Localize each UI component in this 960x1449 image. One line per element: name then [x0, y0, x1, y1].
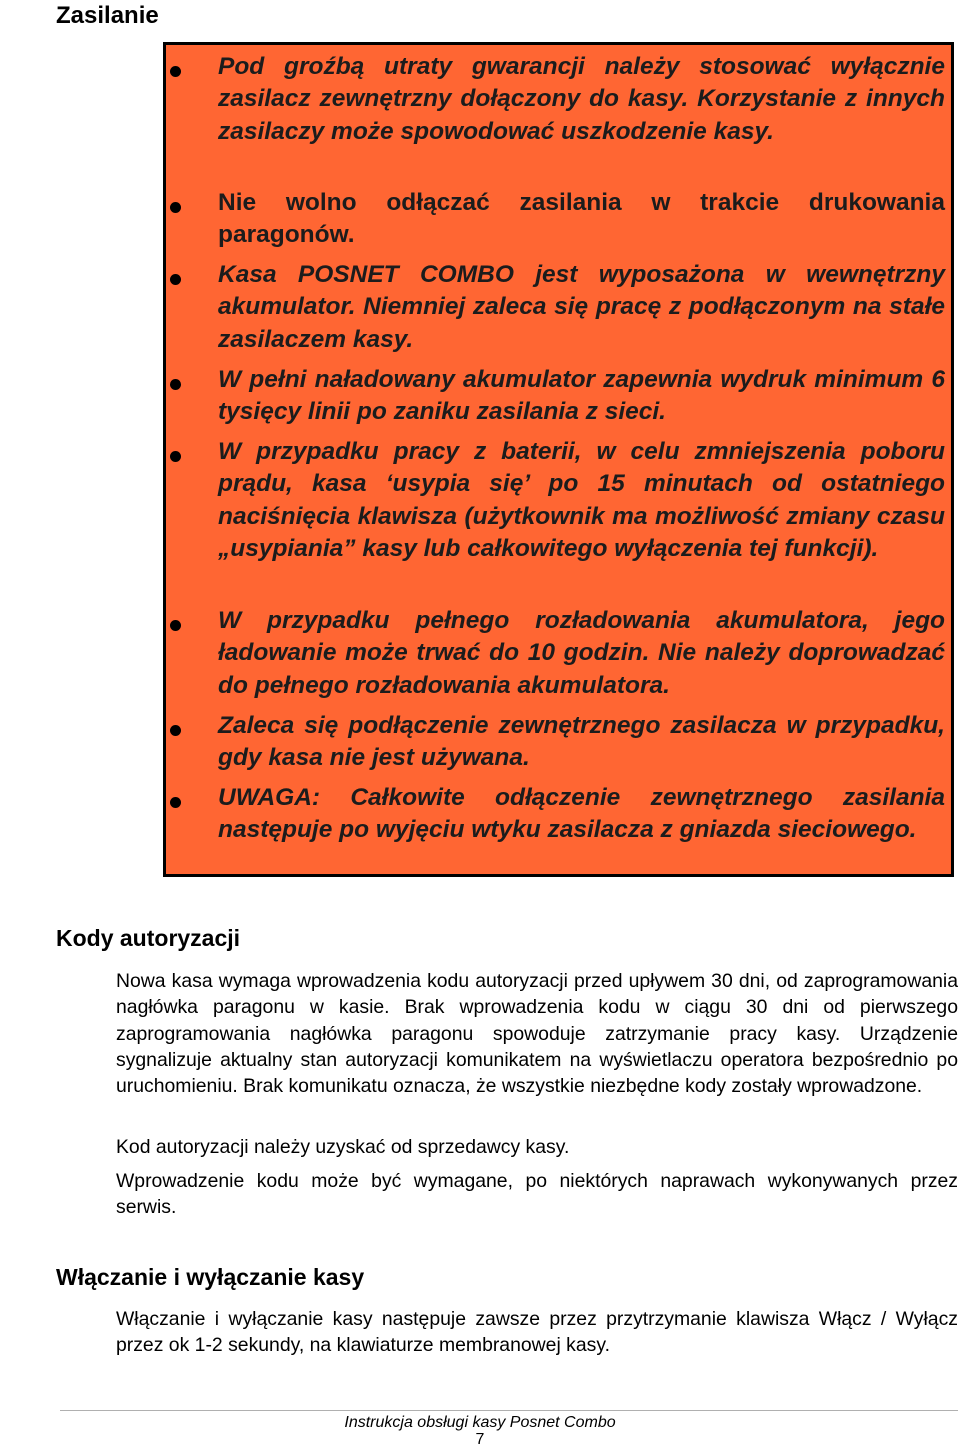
- warning-text-italic: UWAGA: Całkowite odłączenie zewnętrznego zasilania następuje po wyjęciu wtyku zasilacza z gniazda sieciowego.: [218, 784, 945, 844]
- section-heading-power: Zasilanie: [56, 2, 159, 29]
- section-heading-power-switch: Włączanie i wyłączanie kasy: [56, 1264, 365, 1290]
- power-switch-paragraph: Włączanie i wyłączanie kasy następuje zawsze przez przytrzymanie klawisza Włącz / Wyłącz przez ok 1-2 sekundy, na klawiaturze membranowej kasy.: [116, 1308, 958, 1357]
- bullet-icon: [170, 202, 181, 213]
- bullet-icon: [170, 725, 181, 736]
- warning-text: [218, 259, 945, 356]
- warning-text-italic: W pełni naładowany akumulator zapewnia wydruk minimum 6 tysięcy linii po zaniku zasilania z sieci.: [218, 366, 945, 426]
- warning-text-normal: Nie wolno odłączać zasilania w trakcie drukowania paragonów.: [218, 189, 945, 249]
- bullet-icon: [170, 274, 181, 285]
- warning-text: [218, 51, 945, 148]
- warning-text-italic: Pod groźbą utraty gwarancji należy stosować wyłącznie zasilacz zewnętrzny dołączony do kasy. Korzystanie z innych zasilaczy może spowodować uszkodzenie kasy.: [218, 53, 945, 145]
- warning-text: [218, 187, 945, 252]
- warning-text: [218, 605, 945, 702]
- bullet-icon: [170, 66, 181, 77]
- section-heading-auth-codes: Kody autoryzacji: [56, 925, 241, 951]
- warning-text-italic: Kasa POSNET COMBO jest wyposażona w wewnętrzny akumulator. Niemniej zaleca się pracę z podłączonym na stałe zasilaczem kasy.: [218, 261, 945, 353]
- warning-text: [218, 436, 945, 566]
- bullet-icon: [170, 451, 181, 462]
- footer-divider: [60, 1410, 958, 1411]
- auth-paragraph: Wprowadzenie kodu może być wymagane, po niektórych naprawach wykonywanych przez serwis.: [116, 1170, 958, 1219]
- auth-paragraph: Nowa kasa wymaga wprowadzenia kodu autoryzacji przed upływem 30 dni, od zaprogramowania nagłówka paragonu w kasie. Brak wprowadzenia kodu w ciągu 30 dni od pierwszego zaprogramowania nagłówka paragonu spowoduje zatrzymanie pracy kasy. Urządzenie sygnalizuje aktualny stan autoryzacji komunikatem na wyświetlaczu operatora bezpośrednio po uruchomieniu. Brak komunikatu oznacza, że wszystkie niezbędne kody zostały wprowadzone.: [116, 970, 958, 1098]
- footer-title: Instrukcja obsługi kasy Posnet Combo: [344, 1414, 616, 1431]
- warning-text: [218, 710, 945, 775]
- warning-box: [163, 42, 954, 877]
- warning-text: [218, 364, 945, 429]
- bullet-icon: [170, 379, 181, 390]
- auth-paragraph: Kod autoryzacji należy uzyskać od sprzedawcy kasy.: [116, 1136, 570, 1158]
- warning-text-italic: W przypadku pełnego rozładowania akumulatora, jego ładowanie może trwać do 10 godzin. Nie należy doprowadzać do pełnego rozładowania akumulatora.: [218, 607, 945, 699]
- bullet-icon: [170, 797, 181, 808]
- warning-text-italic: Zaleca się podłączenie zewnętrznego zasilacza w przypadku, gdy kasa nie jest używana.: [218, 712, 945, 772]
- warning-text: [218, 782, 945, 847]
- bullet-icon: [170, 620, 181, 631]
- warning-text-italic: W przypadku pracy z baterii, w celu zmniejszenia poboru prądu, kasa ‘usypia się’ po 15 minutach od ostatniego naciśnięcia klawisza (użytkownik ma możliwość zmiany czasu „usypiania” kasy lub całkowitego wyłączenia tej funkcji).: [218, 438, 945, 563]
- page-number: 7: [475, 1431, 485, 1448]
